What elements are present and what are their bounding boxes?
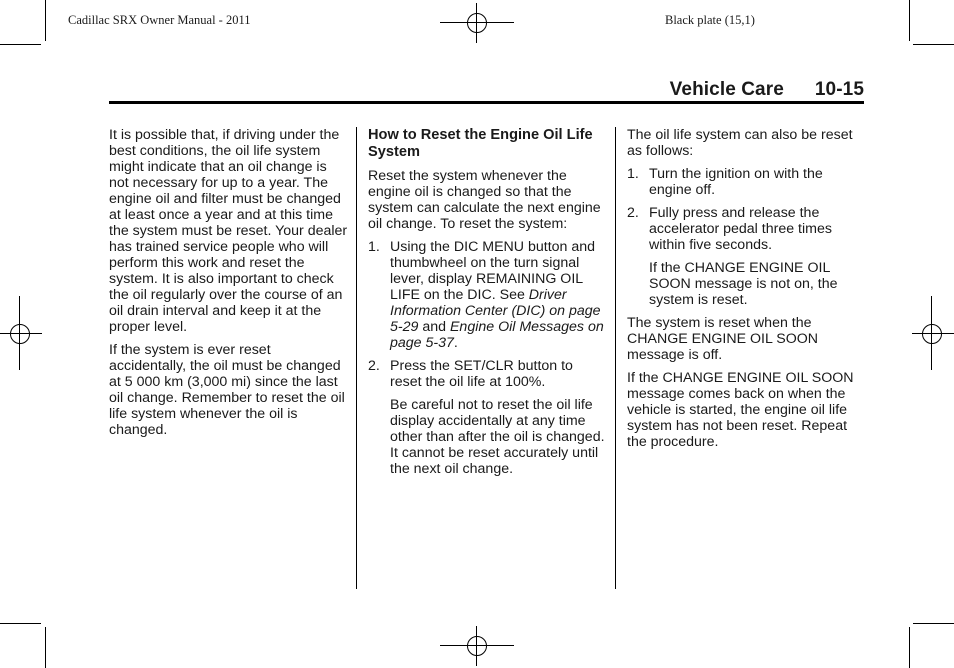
- step-number: 2.: [627, 205, 639, 221]
- list-item: [627, 205, 867, 253]
- slug-left: Cadillac SRX Owner Manual - 2011: [68, 13, 251, 27]
- registration-mark-bottom: [440, 626, 514, 666]
- paragraph-accidental-reset: If the system is ever reset accidentally, the oil must be changed at 5 000 km (3,000 mi) since the last oil change. Remember to reset the oil life system whenever the oil is changed.: [109, 342, 345, 438]
- paragraph-reset-intro: Reset the system whenever the engine oil is changed so that the system can calculate the next engine oil change. To reset the system:: [368, 168, 601, 232]
- step-number: 2.: [368, 358, 380, 374]
- step-number: 1.: [368, 239, 380, 255]
- section-title: Vehicle Care: [669, 79, 784, 100]
- paragraph-reset-confirm: The system is reset when the CHANGE ENGINE OIL SOON message is off.: [627, 315, 819, 363]
- column-divider-1: [356, 127, 357, 589]
- step-note: Be careful not to reset the oil life display accidentally at any time other than after the oil is changed. It cannot be reset accurately until the next oil change.: [390, 397, 605, 477]
- cross-reference-link[interactable]: Driver Information Center (DIC) on page 5‑29: [390, 287, 601, 335]
- paragraph-alt-reset-intro: The oil life system can also be reset as follows:: [627, 127, 853, 159]
- column-2: [368, 127, 608, 484]
- column-divider-2: [615, 127, 616, 589]
- conjunction: and: [418, 319, 450, 335]
- cross-reference-link[interactable]: Engine Oil Messages on page 5‑37: [390, 319, 604, 351]
- step-text: Fully press and release the accelerator pedal three times within five seconds.: [649, 205, 832, 253]
- step-note: If the CHANGE ENGINE OIL SOON message is not on, the system is reset.: [649, 260, 838, 308]
- registration-mark-top: [440, 3, 514, 43]
- header-rule: [109, 101, 864, 104]
- paragraph-message-returns: If the CHANGE ENGINE OIL SOON message comes back on when the vehicle is started, the engine oil life system has not been reset. Repeat the procedure.: [627, 370, 854, 450]
- column-1: [109, 127, 349, 445]
- step-text: Using the DIC MENU button and thumbwheel on the turn signal lever, display REMAINING OIL LIFE on the DIC. See: [390, 239, 596, 303]
- list-item: [627, 166, 867, 198]
- slug-right: Black plate (15,1): [665, 13, 755, 27]
- step-text: Press the SET/CLR button to reset the oil life at 100%.: [390, 358, 573, 390]
- list-item: [368, 239, 608, 351]
- punctuation: .: [453, 335, 458, 351]
- registration-mark-left: [0, 296, 42, 370]
- paragraph-oil-life-year: It is possible that, if driving under the best conditions, the oil life system might indicate that an oil change is not necessary for up to a year. The engine oil and filter must be changed at least once a year and at this time the system must be reset. Your dealer has trained service people who will perform this work and reset the system. It is also important to check the oil regularly over the course of an oil drain interval and keep it at the proper level.: [109, 127, 348, 335]
- step-number: 1.: [627, 166, 639, 182]
- page-number: 10-15: [814, 79, 864, 100]
- list-item: [368, 358, 608, 390]
- section-heading: How to Reset the Engine Oil Life System: [368, 127, 593, 160]
- step-text: Turn the ignition on with the engine off.: [649, 166, 823, 198]
- column-3: [627, 127, 867, 457]
- page-header: [670, 79, 864, 101]
- registration-mark-right: [912, 296, 954, 370]
